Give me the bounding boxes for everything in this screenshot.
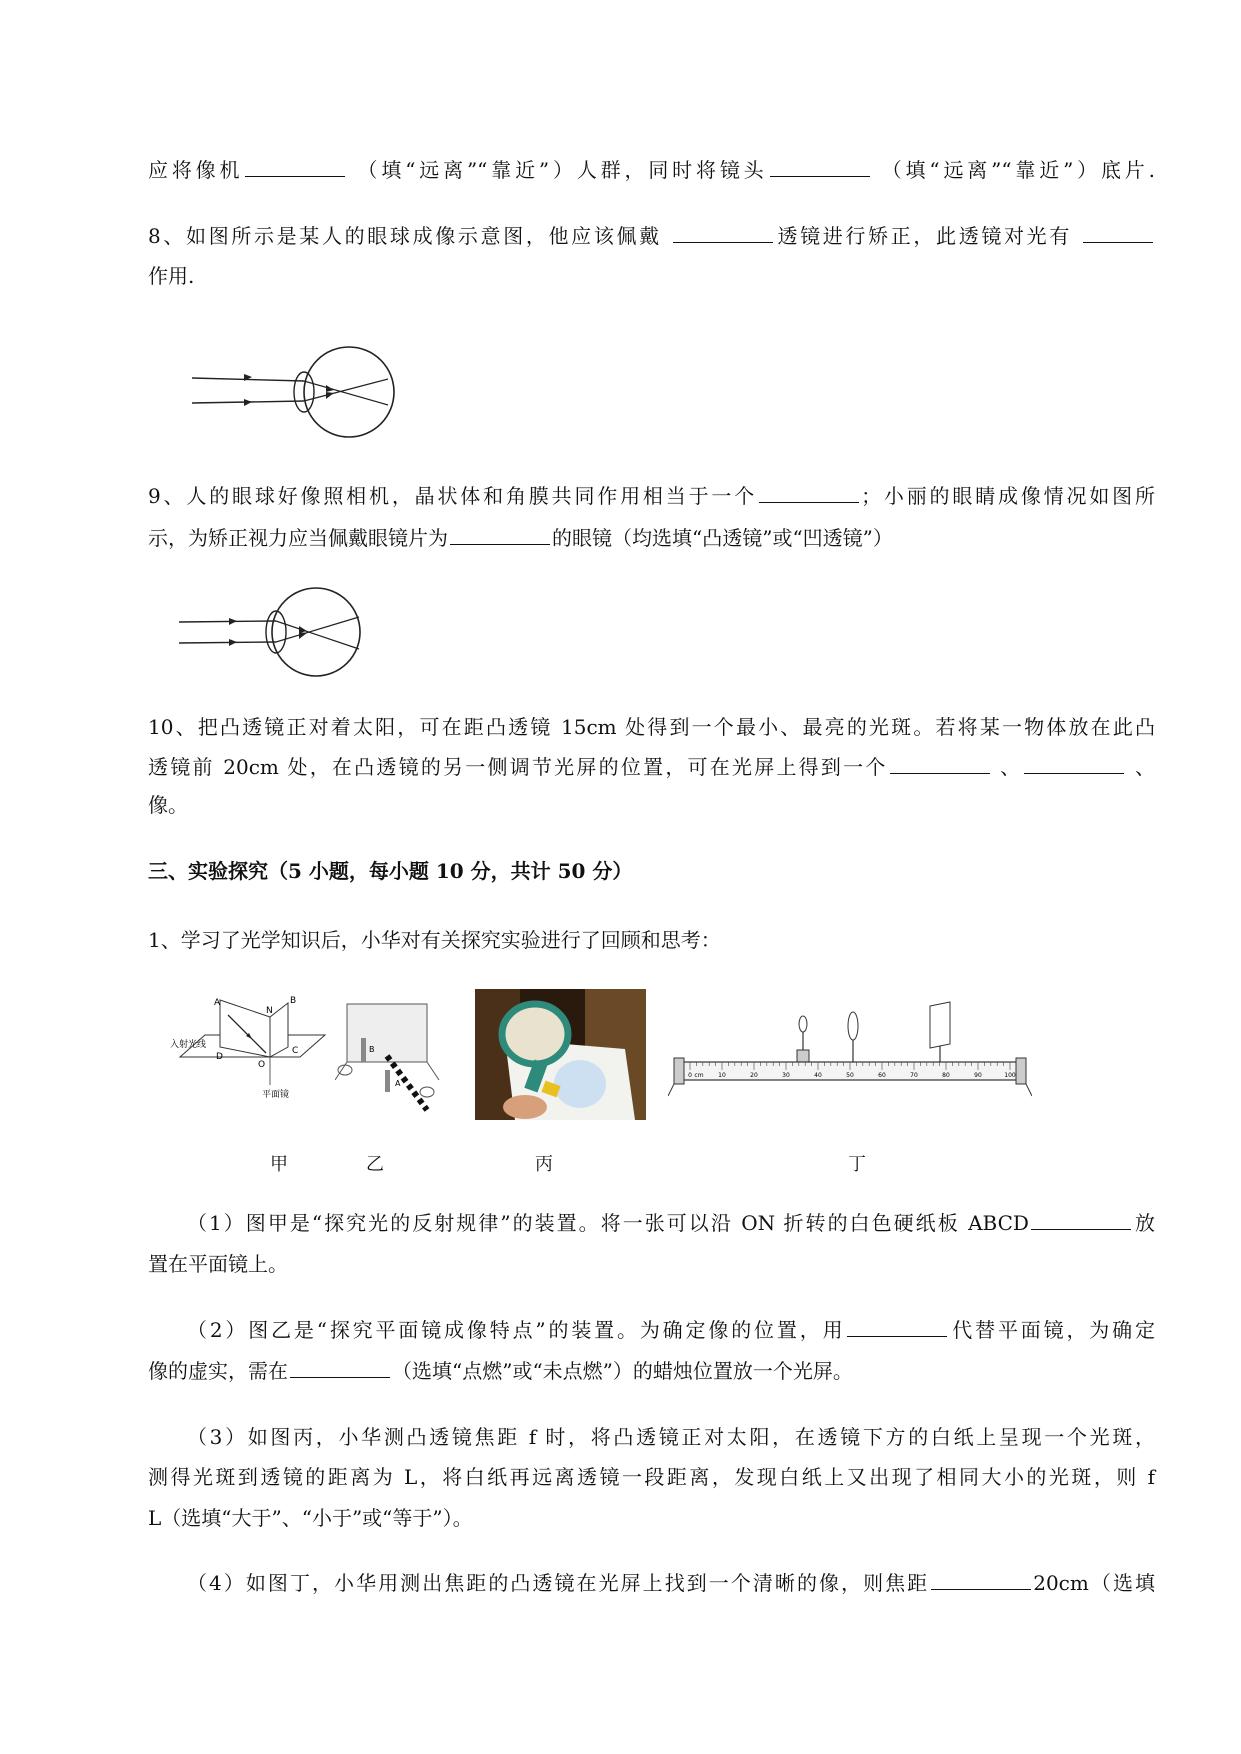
e1-p2-text-b: 代替平面镜，为确定 [949,1318,1155,1342]
e1-p3-line-2: 测得光斑到透镜的距离为 L，将白纸再远离透镜一段距离，发现白纸上又出现了相同大小的光斑，则 f [148,1465,1155,1489]
label-D: D [216,1052,223,1062]
answer-blank[interactable] [450,526,550,545]
answer-blank[interactable] [290,1359,390,1378]
ruler-label: 70 [910,1072,918,1079]
e1-p3-line-3: L（选填“大于”、“小于”或“等于”）。 [148,1506,473,1530]
answer-blank[interactable] [890,755,990,774]
q7-text-b: （填“远离”“靠近”）人群，同时将镜头 [347,158,768,182]
e1-p2-text-a: （2）图乙是“探究平面镜成像特点”的装置。为确定像的位置，用 [187,1318,846,1342]
ruler-label: 90 [974,1072,982,1079]
e1-p2-text-d: （选填“点燃”或“未点燃”）的蜡烛位置放一个光屏。 [392,1359,853,1383]
e1-p1-line-1 [187,1210,1155,1236]
e1-p3-line-1: （3）如图丙，小华测凸透镜焦距 f 时，将凸透镜正对太阳，在透镜下方的白纸上呈现一个光斑， [187,1425,1155,1449]
q10-line-3: 像。 [148,793,188,817]
ruler-label: 50 [846,1072,854,1079]
label-B: B [369,1045,375,1054]
q7-text-a: 应将像机 [148,158,244,182]
e1-p2-line-1 [187,1317,1155,1343]
q9-text-a: 9、人的眼球好像照相机，晶状体和角膜共同作用相当于一个 [148,484,758,508]
q10-line-2 [148,754,1155,780]
figure-label-yi: 乙 [366,1154,384,1175]
label-B: B [290,996,297,1006]
e1-p2-line-2 [148,1358,1155,1384]
e1-p1-text-a: （1）图甲是“探究光的反射规律”的装置。将一张可以沿 ON 折转的白色硬纸板 ABCD [187,1211,1029,1235]
ruler-label: 20 [750,1072,758,1079]
label-A: A [395,1079,401,1088]
section-heading: 三、实验探究（5 小题，每小题 10 分，共计 50 分） [148,859,633,883]
ruler-label: 40 [814,1072,822,1079]
figure-label-jia: 甲 [270,1154,288,1175]
q9-text-c: 示，为矫正视力应当佩戴眼镜片为 [148,526,448,550]
figure-yi-plane-mirror [335,1000,445,1115]
q8-text-a: 8、如图所示是某人的眼球成像示意图，他应该佩戴 [148,224,671,248]
label-plane-mirror: 平面镜 [262,1090,290,1100]
e1-p2-text-c: 像的虚实，需在 [148,1359,288,1383]
ruler-label: 60 [878,1072,886,1079]
answer-blank[interactable] [759,484,859,503]
answer-blank[interactable] [1024,755,1124,774]
q8-line-1 [148,223,1155,249]
q9-text-d: 的眼镜（均选填“凸透镜”或“凹透镜”） [552,526,893,550]
q8-text-b: 透镜进行矫正，此透镜对光有 [774,224,1081,248]
q7-text-c: （填“远离”“靠近”）底片. [871,158,1156,182]
answer-blank[interactable] [245,158,345,177]
q9-text-b: ；小丽的眼睛成像情况如图所 [861,484,1155,508]
figure-label-ding: 丁 [848,1154,866,1175]
answer-blank[interactable] [770,158,870,177]
answer-blank[interactable] [673,224,773,243]
q9-line-2 [148,525,1155,551]
label-incident-ray: 入射光线 [170,1040,207,1050]
q10-text-b: 、 [991,755,1023,779]
q10-text-c: 、 [1126,755,1155,779]
label-C: C [292,1046,299,1056]
q9-line-1 [148,483,1155,509]
e1-p1-text-b: 放 [1132,1211,1155,1235]
ruler-label: 10 [718,1072,726,1079]
ruler-label: 0 [688,1072,692,1079]
figure-label-bing: 丙 [535,1154,553,1175]
answer-blank[interactable] [931,1571,1031,1590]
figure-bing-photo [475,989,646,1120]
answer-blank[interactable] [1083,224,1153,243]
q10-line-1: 10、把凸透镜正对着太阳，可在距凸透镜 15cm 处得到一个最小、最亮的光斑。若将某一物体放在此凸 [148,715,1155,739]
figure-ding-optical-bench [668,1000,1032,1112]
answer-blank[interactable] [1031,1211,1131,1230]
ruler-label: cm [694,1072,704,1079]
e1-p4-text-a: （4）如图丁，小华用测出焦距的凸透镜在光屏上找到一个清晰的像，则焦距 [187,1571,930,1595]
answer-blank[interactable] [847,1318,947,1337]
q7-line [148,157,1155,183]
label-O: O [258,1060,266,1070]
eye-diagram-2 [179,585,365,679]
ruler-label: 100 [1004,1072,1016,1079]
e1-p4-text-b: 20cm（选填 [1033,1571,1155,1595]
e1-intro: 1、学习了光学知识后，小华对有关探究实验进行了回顾和思考： [148,928,721,952]
ruler-label: 30 [782,1072,790,1079]
ruler-label: 80 [942,1072,950,1079]
label-A: A [214,998,221,1008]
eye-diagram-1 [192,345,396,439]
label-N: N [266,1006,273,1016]
figure-jia-reflection [170,995,338,1115]
e1-p4-line-1 [187,1570,1155,1596]
q8-line-2: 作用. [148,264,195,288]
q10-text-a: 透镜前 20cm 处，在凸透镜的另一侧调节光屏的位置，可在光屏上得到一个 [148,755,888,779]
e1-p1-line-2: 置在平面镜上。 [148,1252,288,1276]
